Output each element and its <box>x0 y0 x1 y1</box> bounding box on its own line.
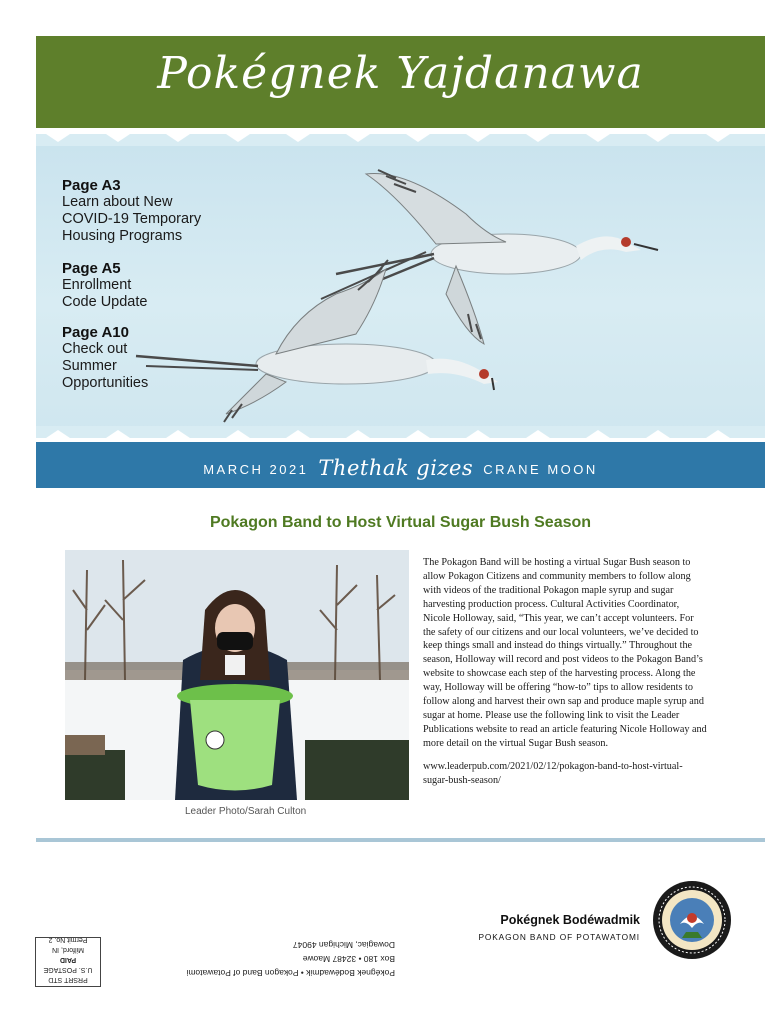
article-link[interactable]: www.leaderpub.com/2021/02/12/pokagon-band-to-host-virtual-sugar-bush-season/ <box>423 761 683 786</box>
issue-english-name: CRANE MOON <box>483 462 598 477</box>
teaser-page: Page A10 <box>62 324 129 341</box>
postage-line: PRSRT STD <box>48 976 88 983</box>
teaser-line: COVID-19 Temporary <box>62 211 202 227</box>
teaser-line: Code Update <box>62 294 148 310</box>
article-photo <box>65 550 409 800</box>
issue-line <box>36 455 765 479</box>
teaser-line: Summer <box>62 358 117 374</box>
article-headline: Pokagon Band to Host Virtual Sugar Bush Season <box>209 514 592 531</box>
teaser-line: Learn about New <box>62 194 173 210</box>
teaser-a3[interactable] <box>62 177 201 245</box>
teaser-line: Housing Programs <box>62 228 183 244</box>
teaser-page: Page A3 <box>62 177 121 194</box>
photo-credit: Leader Photo/Sarah Culton <box>185 806 307 817</box>
teaser-line: Opportunities <box>62 375 149 391</box>
teaser-a10[interactable] <box>62 324 148 392</box>
section-divider <box>36 838 765 842</box>
address-line: Pokégnek Bodéwadmik • Pokagon Band of Potawatomi <box>186 968 395 978</box>
pokagon-seal-logo <box>652 880 732 960</box>
photo-illustration <box>65 550 409 800</box>
return-address <box>170 938 395 980</box>
postage-line: PAID <box>59 956 77 963</box>
address-line: Dowagiac, Michigan 49047 <box>292 940 395 950</box>
ribbon-pattern-top <box>36 128 765 146</box>
org-subtitle: POKAGON BAND OF POTAWATOMI <box>478 932 640 942</box>
crane-lower <box>136 260 498 422</box>
article-body: The Pokagon Band will be hosting a virtual Sugar Bush season to allow Pokagon Citizens and community members to follow along with videos of the traditional Pokagon maple syrup and sugar harvesting production process. Cultural Activities Coordinator, Nicole Holloway, said, “This year, we can’t accept volunteers. For the safety of our citizens and our local volunteers, we’ve decided to keep things small and instead do things virtually.” Throughout the season, Holloway will record and post videos to the Pokagon Band’s website to showcase each step of the harvesting process. Along the way, Holloway will be offering “how-to” tips to allow residents to follow along and harvest their own sap and produce maple syrup and sugar at home. Please use the following link to visit the Leader Publications website to read an article featuring Nicole Holloway and more detail on the virtual Sugar Bush season. <box>423 557 707 749</box>
masthead-title: Pokégnek Yajdanawa <box>157 48 644 99</box>
org-name: Pokégnek Bodéwadmik <box>500 913 640 927</box>
address-line: Box 180 • 32487 Maowe <box>302 954 395 964</box>
crane-upper <box>321 170 658 344</box>
postage-indicia <box>35 937 101 987</box>
postage-line: Permit No. 2 <box>48 936 88 943</box>
teaser-a5[interactable] <box>62 260 147 311</box>
issue-month: MARCH 2021 <box>203 462 309 477</box>
teaser-page: Page A5 <box>62 260 121 277</box>
postage-line: Milford, IN <box>52 946 84 953</box>
postage-line: U.S. POSTAGE <box>43 966 93 973</box>
teaser-line: Check out <box>62 341 128 357</box>
masthead <box>36 36 765 134</box>
issue-native-name: Thethak gizes <box>318 456 474 480</box>
teaser-line: Enrollment <box>62 277 132 293</box>
